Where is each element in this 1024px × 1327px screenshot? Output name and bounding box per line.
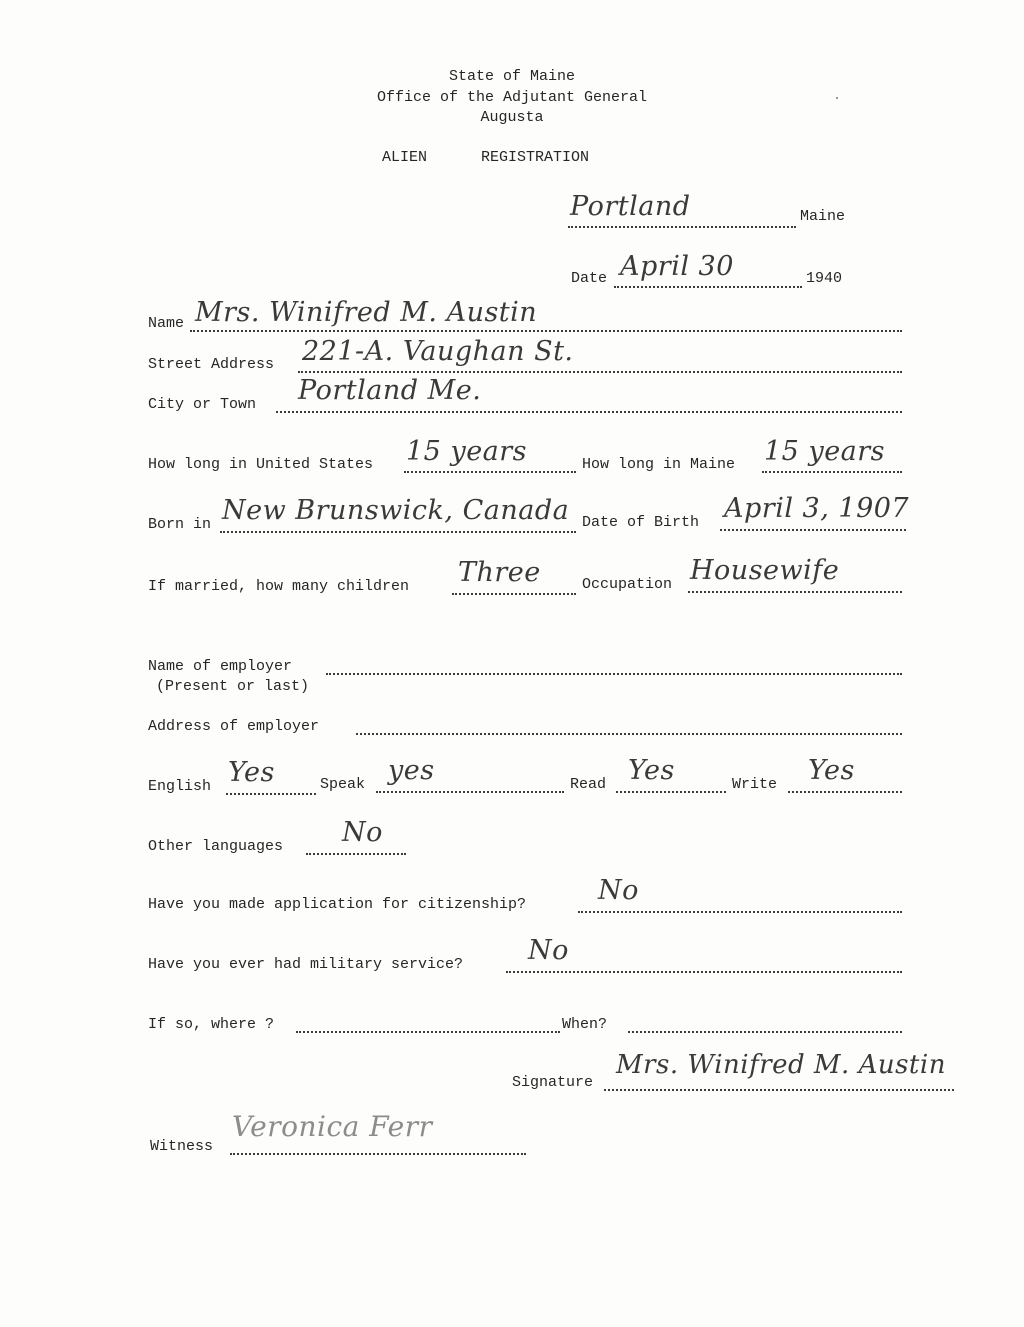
dob-label: Date of Birth: [582, 514, 700, 531]
read-line: [616, 791, 726, 793]
place-label: Maine: [800, 208, 846, 225]
dob-line: [720, 529, 906, 531]
city-label: City or Town: [148, 396, 257, 413]
english-label: English: [148, 778, 212, 795]
when-label: When?: [562, 1016, 608, 1033]
signature-label: Signature: [512, 1074, 594, 1091]
occupation-label: Occupation: [582, 576, 673, 593]
maine-duration-label: How long in Maine: [582, 456, 736, 473]
maine-duration-line: [762, 471, 902, 473]
born-in-value: New Brunswick, Canada: [222, 495, 570, 526]
read-value: Yes: [628, 755, 675, 786]
witness-value: Veronica Ferr: [232, 1110, 433, 1143]
write-line: [788, 791, 902, 793]
date-value: April 30: [620, 251, 734, 282]
form-title-alien: ALIEN: [382, 149, 428, 166]
dob-value: April 3, 1907: [724, 493, 910, 524]
english-line: [226, 793, 316, 795]
header-office: Office of the Adjutant General: [376, 89, 648, 106]
when-line: [628, 1031, 902, 1033]
employer-address-label: Address of employer: [148, 718, 320, 735]
born-in-line: [220, 531, 576, 533]
form-title-registration: REGISTRATION: [481, 149, 590, 166]
street-value: 221-A. Vaughan St.: [302, 336, 574, 367]
employer-name-sublabel: (Present or last): [156, 678, 310, 695]
place-value: Portland: [570, 191, 691, 222]
date-label: Date: [571, 270, 608, 287]
occupation-line: [688, 591, 902, 593]
born-in-label: Born in: [148, 516, 212, 533]
us-duration-line: [404, 471, 576, 473]
english-value: Yes: [228, 757, 275, 788]
employer-name-label: Name of employer: [148, 658, 293, 675]
employer-name-line: [326, 673, 902, 675]
name-line: [190, 330, 902, 332]
city-value: Portland Me.: [298, 375, 482, 406]
speak-label: Speak: [320, 776, 366, 793]
name-value: Mrs. Winifred M. Austin: [195, 297, 538, 328]
write-label: Write: [732, 776, 778, 793]
name-label: Name: [148, 315, 185, 332]
write-value: Yes: [808, 755, 855, 786]
citizenship-line: [578, 911, 902, 913]
children-line: [452, 593, 576, 595]
military-value: No: [528, 935, 569, 966]
other-languages-line: [306, 853, 406, 855]
citizenship-label: Have you made application for citizenship?: [148, 896, 527, 913]
occupation-value: Housewife: [690, 555, 840, 586]
read-label: Read: [570, 776, 607, 793]
citizenship-value: No: [598, 875, 639, 906]
city-line: [276, 411, 902, 413]
street-label: Street Address: [148, 356, 275, 373]
witness-line: [230, 1153, 526, 1155]
us-duration-label: How long in United States: [148, 456, 374, 473]
place-line: [568, 226, 796, 228]
header-city: Augusta: [480, 109, 544, 126]
other-languages-label: Other languages: [148, 838, 284, 855]
children-value: Three: [458, 557, 541, 588]
military-label: Have you ever had military service?: [148, 956, 464, 973]
us-duration-value: 15 years: [406, 436, 528, 467]
maine-duration-value: 15 years: [764, 436, 886, 467]
witness-label: Witness: [150, 1138, 214, 1155]
date-line: [614, 286, 802, 288]
speak-line: [376, 791, 564, 793]
where-line: [296, 1031, 560, 1033]
header-state: State of Maine: [448, 68, 576, 85]
signature-line: [604, 1089, 954, 1091]
employer-address-line: [356, 733, 902, 735]
signature-value: Mrs. Winifred M. Austin: [616, 1050, 946, 1080]
speak-value: yes: [388, 755, 435, 786]
stray-mark: [836, 97, 838, 99]
street-line: [298, 371, 902, 373]
where-label: If so, where ?: [148, 1016, 275, 1033]
children-label: If married, how many children: [148, 578, 410, 595]
other-languages-value: No: [342, 817, 383, 848]
military-line: [506, 971, 902, 973]
date-year: 1940: [806, 270, 843, 287]
